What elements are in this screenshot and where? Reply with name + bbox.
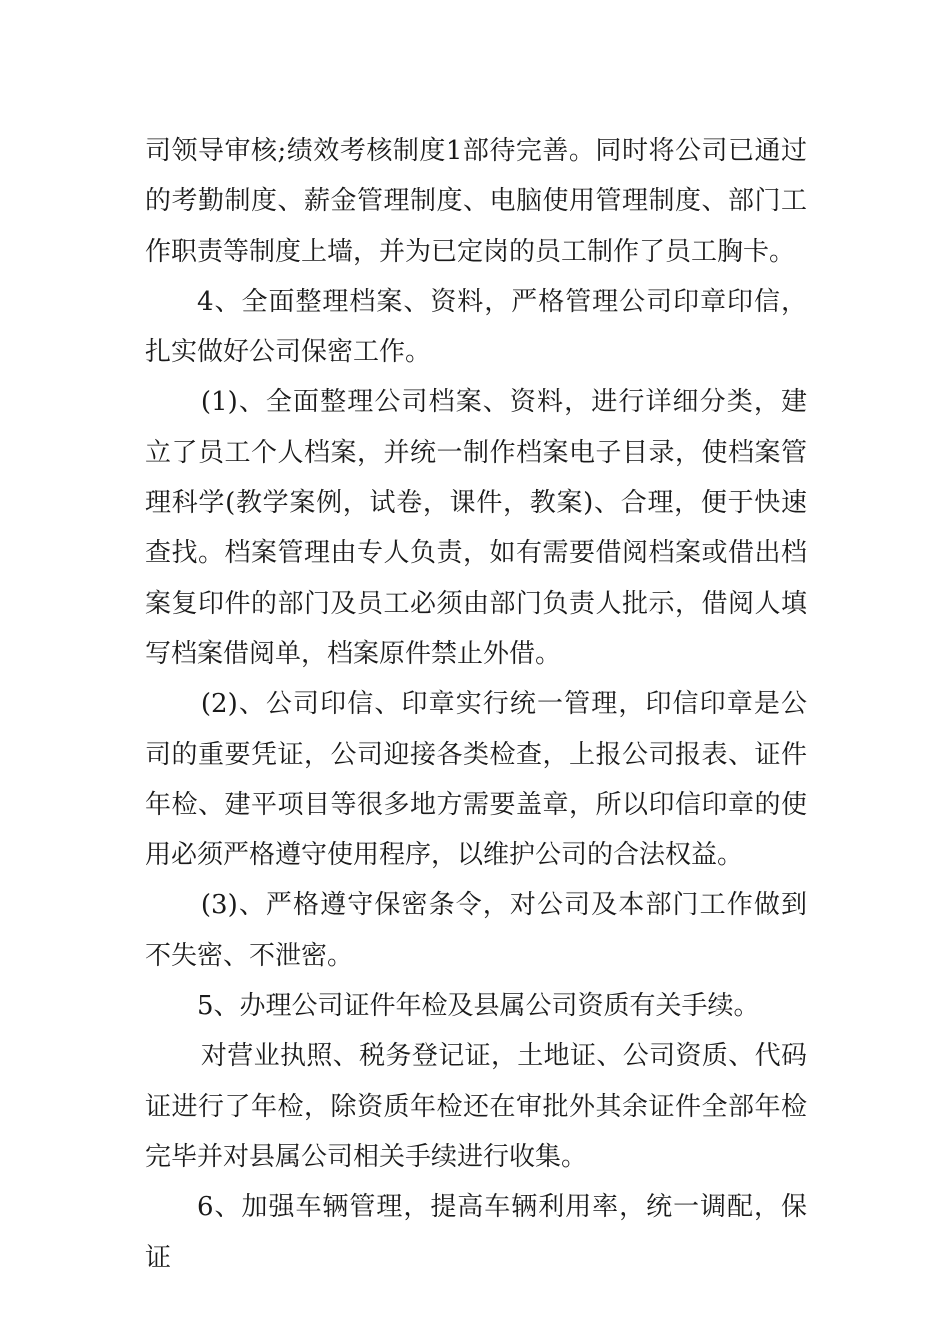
document-body — [145, 126, 807, 1283]
paragraph-item-5-detail: 对营业执照、税务登记证，土地证、公司资质、代码证进行了年检，除资质年检还在审批外其余证件全部年检完毕并对县属公司相关手续进行收集。 — [145, 1041, 807, 1172]
paragraph-continuation: 司领导审核;绩效考核制度1部待完善。同时将公司已通过的考勤制度、薪金管理制度、电脑使用管理制度、部门工作职责等制度上墙，并为已定岗的员工制作了员工胸卡。 — [145, 136, 807, 267]
paragraph-item-6: 6、加强车辆管理，提高车辆利用率，统一调配，保证 — [145, 1192, 807, 1273]
paragraph-subitem-2: (2)、公司印信、印章实行统一管理，印信印章是公司的重要凭证，公司迎接各类检查，上报公司报表、证件年检、建平项目等很多地方需要盖章，所以印信印章的使用必须严格遵守使用程序，以维护公司的合法权益。 — [145, 689, 807, 871]
paragraph-subitem-1: (1)、全面整理公司档案、资料，进行详细分类，建立了员工个人档案，并统一制作档案电子目录，使档案管理科学(教学案例，试卷，课件，教案)、合理，便于快速查找。档案管理由专人负责，如有需要借阅档案或借出档案复印件的部门及员工必须由部门负责人批示，借阅人填写档案借阅单，档案原件禁止外借。 — [145, 387, 807, 669]
paragraph-subitem-3: (3)、严格遵守保密条令，对公司及本部门工作做到不失密、不泄密。 — [145, 890, 807, 971]
paragraph-item-5: 5、办理公司证件年检及县属公司资质有关手续。 — [197, 991, 760, 1022]
paragraph-item-4: 4、全面整理档案、资料，严格管理公司印章印信，扎实做好公司保密工作。 — [145, 286, 807, 368]
